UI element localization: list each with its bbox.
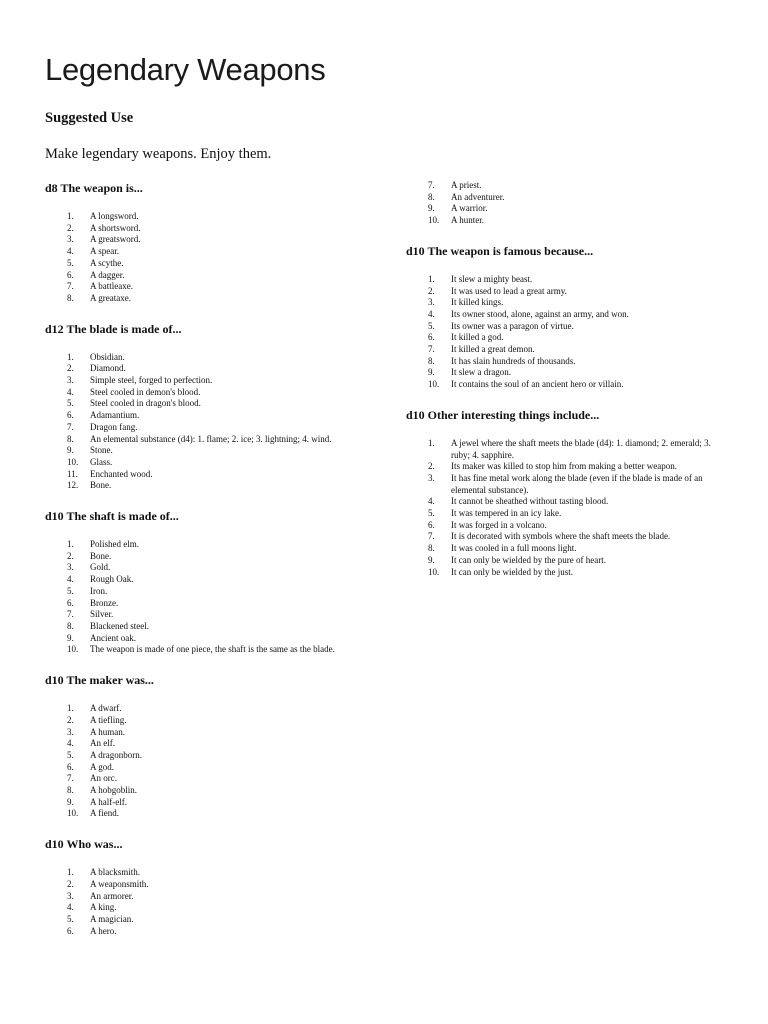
list-item-number: 3. [67,562,74,573]
list-item-text: It killed kings. [451,297,504,308]
list-item-text: Diamond. [90,363,126,374]
list-item-text: It killed a great demon. [451,344,535,355]
list-item-text: It was tempered in an icy lake. [451,508,562,519]
section-heading: d12 The blade is made of... [45,321,182,336]
list-item-text: It has slain hundreds of thousands. [451,355,576,366]
list-item [45,352,370,364]
suggested-use-heading: Suggested Use [45,110,134,126]
list-item-number: 10. [67,808,79,819]
list-item [45,703,370,715]
list-item [406,508,726,520]
list-item-number: 7. [428,344,435,355]
weapon-list [45,211,370,305]
section-blade [45,321,370,492]
list-item [406,286,726,298]
list-item-text: A hunter. [451,215,484,226]
list-item-text: A magician. [90,913,134,924]
list-item-text: It is decorated with symbols where the shaft meets the blade. [451,531,671,542]
who-list-continued [406,180,726,227]
list-item [406,274,726,286]
section-weapon [45,180,370,305]
list-item-text: Gold. [90,562,111,573]
list-item [45,879,370,891]
list-item [406,379,726,391]
section-famous [406,243,726,391]
maker-list [45,703,370,820]
section-heading: d10 The shaft is made of... [45,509,179,524]
list-item-text: It slew a dragon. [451,367,511,378]
list-item [45,375,370,387]
list-item [45,715,370,727]
list-item-number: 6. [67,925,74,936]
list-item-number: 9. [67,445,74,456]
list-item-text: A dragonborn. [90,749,142,760]
list-item-text: The weapon is made of one piece, the shaft is the same as the blade. [90,644,335,655]
list-item [45,867,370,879]
list-item-text: Adamantium. [90,410,140,421]
list-item-number: 10. [428,379,440,390]
list-item [406,344,726,356]
list-item [45,293,370,305]
list-item-number: 11. [67,468,78,479]
list-item [406,215,726,227]
section-heading: d10 The maker was... [45,673,154,688]
list-item-text: Simple steel, forged to perfection. [90,375,213,386]
list-item [45,586,370,598]
list-item [406,192,726,204]
section-other [406,407,726,578]
list-item-number: 7. [428,180,435,190]
list-item-text: It was used to lead a great army. [451,285,567,296]
list-item-number: 9. [67,632,74,643]
list-item [45,258,370,270]
list-item-number: 1. [428,437,435,448]
section-shaft [45,508,370,656]
list-item-number: 1. [428,273,435,284]
list-item-text: It was forged in a volcano. [451,519,547,530]
list-item [45,410,370,422]
list-item-number: 3. [428,297,435,308]
list-item-text: A greatsword. [90,234,141,245]
list-item [406,461,726,473]
list-item-number: 4. [67,574,74,585]
list-item-text: Obsidian. [90,351,125,362]
list-item [406,555,726,567]
list-item-number: 3. [428,472,435,483]
list-item [406,321,726,333]
list-item [45,785,370,797]
list-item [45,609,370,621]
right-column [406,180,726,594]
list-item-text: Glass. [90,456,113,467]
list-item [45,246,370,258]
list-item [45,750,370,762]
list-item-text: Blackened steel. [90,620,149,631]
list-item-text: A priest. [451,180,482,190]
list-item-text: A shortsword. [90,222,141,233]
list-item-number: 5. [67,585,74,596]
list-item-number: 5. [67,913,74,924]
list-item-number: 10. [67,644,79,655]
list-item [45,562,370,574]
list-item-text: Its owner stood, alone, against an army, and won. [451,308,629,319]
list-item [45,574,370,586]
section-heading: d10 The weapon is famous because... [406,243,594,258]
list-item [406,543,726,555]
list-item-number: 2. [67,714,74,725]
list-item [406,180,726,192]
list-item-text: It was cooled in a full moons light. [451,543,577,554]
list-item [45,363,370,375]
list-item-number: 7. [67,773,74,784]
list-item-number: 2. [67,550,74,561]
list-item-number: 6. [67,269,74,280]
list-item [406,297,726,309]
who-list [45,867,370,937]
list-item [406,473,726,496]
list-item-number: 6. [67,597,74,608]
list-item-text: Bone. [90,550,112,561]
section-who-continued [406,180,726,227]
list-item-number: 9. [67,796,74,807]
list-item-text: It has fine metal work along the blade (even if the blade is made of an elemental substance). [451,472,703,495]
list-item [406,203,726,215]
list-item-text: It killed a god. [451,332,504,343]
list-item [45,223,370,235]
list-item-number: 4. [428,308,435,319]
list-item-text: Steel cooled in dragon's blood. [90,398,201,409]
list-item [45,891,370,903]
list-item-text: Its maker was killed to stop him from making a better weapon. [451,461,677,472]
list-item-number: 8. [428,355,435,366]
list-item-number: 6. [428,519,435,530]
list-item-number: 1. [67,539,74,550]
list-item-text: A god. [90,761,115,772]
list-item-number: 9. [428,554,435,565]
list-item-text: A half-elf. [90,796,127,807]
list-item-number: 7. [67,421,74,432]
list-item-text: A fiend. [90,808,119,819]
list-item [45,914,370,926]
list-item [45,539,370,551]
list-item-number: 4. [67,246,74,257]
list-item-text: A scythe. [90,257,124,268]
list-item [45,281,370,293]
list-item-text: A greataxe. [90,292,131,303]
list-item-text: Bone. [90,480,112,491]
list-item [45,773,370,785]
list-item-number: 10. [428,215,440,226]
section-maker [45,672,370,820]
list-item-number: 5. [428,508,435,519]
list-item-number: 7. [67,281,74,292]
list-item-text: Rough Oak. [90,574,134,585]
list-item-text: A blacksmith. [90,867,140,878]
list-item [45,457,370,469]
list-item-number: 2. [67,878,74,889]
other-list [406,438,726,578]
intro-text: Make legendary weapons. Enjoy them. [45,146,272,162]
section-who [45,836,370,937]
list-item-text: A dwarf. [90,703,122,714]
shaft-list [45,539,370,656]
list-item-number: 7. [67,609,74,620]
list-item-text: Bronze. [90,597,119,608]
list-item [45,445,370,457]
list-item-text: A tiefling. [90,714,127,725]
list-item-text: It contains the soul of an ancient hero or villain. [451,379,624,390]
list-item [45,797,370,809]
list-item-text: An elf. [90,738,115,749]
list-item-text: It slew a mighty beast. [451,273,533,284]
list-item [406,332,726,344]
list-item-number: 8. [428,191,435,202]
list-item-number: 3. [67,234,74,245]
list-item-number: 3. [67,890,74,901]
list-item [45,762,370,774]
list-item-text: A dagger. [90,269,125,280]
section-heading: d10 Who was... [45,837,123,852]
list-item-number: 9. [428,203,435,214]
list-item-text: Ancient oak. [90,632,136,643]
list-item-text: Dragon fang. [90,421,138,432]
list-item-text: An elemental substance (d4): 1. flame; 2. ice; 3. lightning; 4. wind. [90,433,332,444]
list-item-number: 6. [428,332,435,343]
list-item-number: 5. [428,320,435,331]
list-item-number: 2. [67,363,74,374]
list-item-number: 3. [67,726,74,737]
list-item-number: 8. [67,292,74,303]
list-item-text: Stone. [90,445,113,456]
list-item-number: 8. [428,543,435,554]
list-item-text: A battleaxe. [90,281,133,292]
list-item-number: 1. [67,867,74,878]
list-item-number: 2. [67,222,74,233]
list-item-text: Its owner was a paragon of virtue. [451,320,574,331]
list-item [45,551,370,563]
blade-list [45,352,370,492]
list-item [45,644,370,656]
list-item [45,480,370,492]
list-item [406,567,726,579]
list-item-number: 9. [428,367,435,378]
list-item-number: 2. [428,285,435,296]
list-item-number: 4. [428,496,435,507]
list-item-number: 6. [67,761,74,772]
list-item-number: 5. [67,398,74,409]
list-item [45,422,370,434]
list-item-text: A weaponsmith. [90,878,149,889]
list-item-text: A spear. [90,246,119,257]
list-item [406,367,726,379]
list-item [45,598,370,610]
list-item [45,738,370,750]
list-item-number: 12. [67,480,79,491]
section-heading: d10 Other interesting things include... [406,407,600,422]
list-item [45,211,370,223]
list-item [45,902,370,914]
list-item-number: 5. [67,257,74,268]
list-item [406,520,726,532]
list-item-text: Silver. [90,609,114,620]
list-item-number: 8. [67,433,74,444]
list-item-text: An armorer. [90,890,134,901]
list-item-number: 8. [67,785,74,796]
list-item [45,621,370,633]
list-item-number: 2. [428,461,435,472]
famous-list [406,274,726,391]
list-item [45,234,370,246]
list-item [406,309,726,321]
list-item-number: 4. [67,386,74,397]
list-item-number: 7. [428,531,435,542]
list-item-text: A jewel where the shaft meets the blade (d4): 1. diamond; 2. emerald; 3. ruby; 4. sapphire. [451,437,711,460]
list-item-text: A hero. [90,925,117,936]
list-item-number: 3. [67,375,74,386]
list-item [406,531,726,543]
list-item [45,270,370,282]
list-item-text: A human. [90,726,125,737]
section-heading: d8 The weapon is... [45,181,143,195]
list-item [45,387,370,399]
list-item-text: An adventurer. [451,191,505,202]
list-item [45,633,370,645]
list-item-number: 10. [67,456,79,467]
list-item [45,727,370,739]
list-item-text: A king. [90,902,117,913]
list-item-number: 6. [67,410,74,421]
list-item-text: A longsword. [90,211,139,221]
list-item-number: 1. [67,211,74,221]
list-item [45,434,370,446]
list-item-text: A hobgoblin. [90,785,138,796]
list-item [406,356,726,368]
list-item-number: 1. [67,351,74,362]
list-item [406,438,726,461]
list-item [45,398,370,410]
list-item-text: It can only be wielded by the pure of heart. [451,554,606,565]
list-item [45,926,370,938]
list-item [45,469,370,481]
list-item-text: It can only be wielded by the just. [451,566,573,577]
list-item-text: A warrior. [451,203,488,214]
page-title: Legendary Weapons [45,52,326,87]
list-item-text: An orc. [90,773,117,784]
list-item [45,808,370,820]
list-item-text: Steel cooled in demon's blood. [90,386,201,397]
list-item-number: 1. [67,703,74,714]
list-item-number: 10. [428,566,440,577]
left-column [45,180,370,953]
list-item-number: 4. [67,902,74,913]
list-item-text: Polished elm. [90,539,139,550]
list-item-text: Enchanted wood. [90,468,153,479]
list-item-number: 8. [67,620,74,631]
list-item-text: Iron. [90,585,108,596]
list-item-number: 5. [67,749,74,760]
list-item-number: 4. [67,738,74,749]
list-item [406,496,726,508]
list-item-text: It cannot be sheathed without tasting blood. [451,496,609,507]
